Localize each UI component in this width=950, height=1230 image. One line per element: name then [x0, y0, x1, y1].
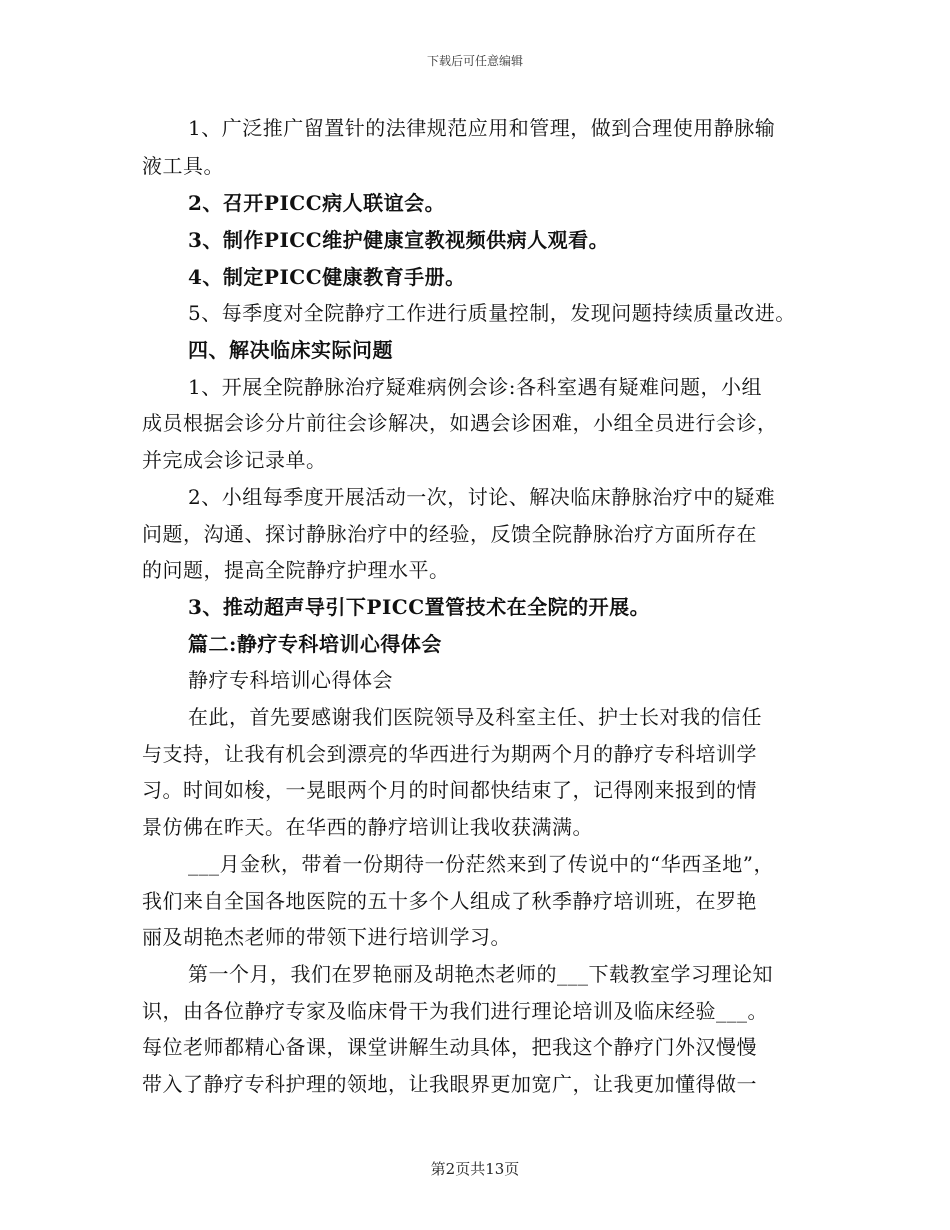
text-line: 5、每季度对全院静疗工作进行质量控制，发现问题持续质量改进。 — [188, 301, 796, 325]
text-line: 并完成会诊记录单。 — [142, 448, 327, 472]
text-line: 3、制作PICC维护健康宣教视频供病人观看。 — [188, 228, 610, 252]
text-line: 1、广泛推广留置针的法律规范应用和管理，做到合理使用静脉输 — [188, 116, 776, 140]
text-line: 问题，沟通、探讨静脉治疗中的经验，反馈全院静脉治疗方面所存在 — [142, 522, 757, 546]
text-line: 习。时间如梭，一晃眼两个月的时间都快结束了，记得刚来报到的情 — [142, 778, 757, 802]
text-line: 带入了静疗专科护理的领地，让我眼界更加宽广，让我更加懂得做一 — [142, 1072, 757, 1096]
text-line: 丽及胡艳杰老师的带领下进行培训学习。 — [142, 925, 511, 949]
text-line: 的问题，提高全院静疗护理水平。 — [142, 558, 450, 582]
page-footer: 第2页共13页 — [430, 1160, 520, 1178]
text-line: 景仿佛在昨天。在华西的静疗培训让我收获满满。 — [142, 815, 593, 839]
subtitle: 静疗专科培训心得体会 — [188, 668, 393, 692]
text-line: 1、开展全院静脉治疗疑难病例会诊:各科室遇有疑难问题，小组 — [188, 375, 762, 399]
section-heading: 篇二:静疗专科培训心得体会 — [188, 632, 442, 656]
section-heading: 四、解决临床实际问题 — [188, 338, 393, 362]
text-line: 2、召开PICC病人联谊会。 — [188, 191, 446, 215]
text-line: 每位老师都精心备课，课堂讲解生动具体，把我这个静疗门外汉慢慢 — [142, 1035, 757, 1059]
text-line: 识，由各位静疗专家及临床骨干为我们进行理论培训及临床经验___。 — [142, 999, 768, 1023]
text-line: ___月金秋，带着一份期待一份茫然来到了传说中的“华西圣地”， — [188, 852, 774, 876]
text-line: 与支持，让我有机会到漂亮的华西进行为期两个月的静疗专科培训学 — [142, 742, 757, 766]
text-line: 液工具。 — [142, 154, 224, 178]
text-line: 在此，首先要感谢我们医院领导及科室主任、护士长对我的信任 — [188, 705, 762, 729]
text-line: 我们来自全国各地医院的五十多个人组成了秋季静疗培训班，在罗艳 — [142, 889, 757, 913]
text-line: 4、制定PICC健康教育手册。 — [188, 265, 466, 289]
text-line: 2、小组每季度开展活动一次，讨论、解决临床静脉治疗中的疑难 — [188, 485, 776, 509]
text-line: 3、推动超声导引下PICC置管技术在全院的开展。 — [188, 595, 651, 619]
text-line: 第一个月，我们在罗艳丽及胡艳杰老师的___下载教室学习理论知 — [188, 962, 773, 986]
page-header: 下载后可任意编辑 — [426, 54, 523, 68]
text-line: 成员根据会诊分片前往会诊解决，如遇会诊困难，小组全员进行会诊， — [142, 411, 778, 435]
